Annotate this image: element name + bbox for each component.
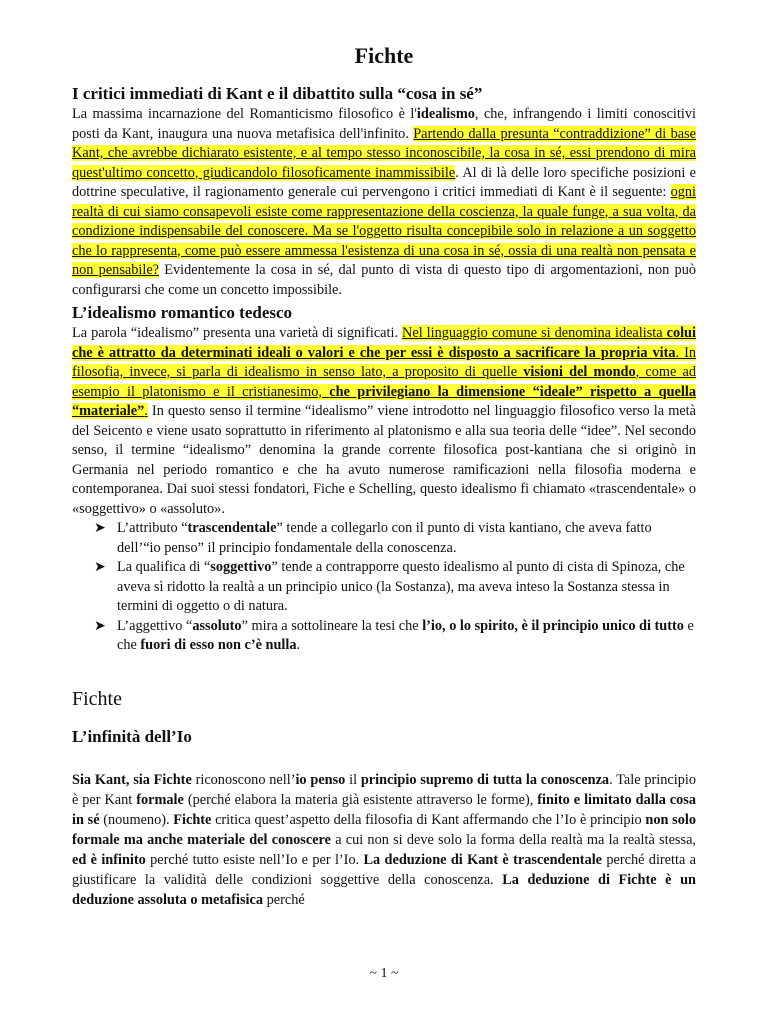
text-run: ” tende a collegarlo con il punto di vista kantiano, che aveva fatto dell’“io penso” il principio fondamentale della conoscenza.	[117, 520, 652, 556]
highlight-bold-ideali: colui che è attratto da determinati ideali o valori e che per essi è disposto a sacrificare la propria vita	[72, 325, 696, 361]
text-run: .	[296, 637, 301, 653]
highlight-platonismo: , come ad esempio il platonismo e il cristianesimo,	[72, 364, 696, 400]
section-heading-critici: I critici immediati di Kant e il dibattito sulla “cosa in sé”	[72, 84, 483, 103]
text-run: . Tale principio è per Kant	[72, 771, 697, 808]
bold-term: fuori di esso non c’è nulla	[140, 637, 297, 653]
text-run: ” mira a sottolineare la tesi che	[241, 617, 423, 634]
text-run: , che, infrangendo i limiti conoscitivi posti da Kant, inaugura una nuova metafisica dell'infinito.	[72, 106, 696, 142]
text-run: La massima incarnazione del Romanticismo filosofico è l'	[72, 106, 417, 122]
bold-term: principio supremo di tutta la conoscenza	[360, 771, 610, 788]
text-run: ” tende a contrapporre questo idealismo al punto di cista di Spinoza, che aveva sì ridotto la realtà a un principio unico (la Sostanza), ma aveva inteso la Sostanza stessa in termini di oggetto o di natura.	[117, 559, 685, 614]
paragraph-critici	[72, 105, 696, 300]
bold-term: finito e limitato dalla cosa in sé	[72, 791, 696, 828]
arrow-bullet-icon: ➤	[94, 560, 106, 575]
text-run: a cui non si deve solo la forma della realtà ma la realtà stessa,	[330, 831, 696, 848]
bold-term: soggettivo	[210, 559, 272, 575]
section-title-fichte: Fichte	[72, 687, 122, 710]
bullet-item-trascendentale	[94, 519, 696, 558]
text-run: L’aggettivo “	[117, 617, 193, 634]
text-run: il	[345, 771, 361, 788]
text-run: e che	[117, 617, 694, 653]
bold-term: Sia Kant, sia Fichte	[72, 771, 192, 788]
document-page	[72, 0, 696, 910]
highlight-rappresentazione: ogni realtà di cui siamo consapevoli esiste come rappresentazione della coscienza, la quale funge, a sua volta, da condizione indispensabile del conoscere. Ma se l'oggetto risulta concepibile solo in relazione a un soggetto che lo rappresenta, come può essere ammessa l'esistenza di una cosa in sé, ossia di una realtà non pensata e non pensabile?	[72, 184, 696, 278]
text-run: La parola “idealismo” presenta una varietà di significati.	[72, 325, 403, 341]
text-run: (noumeno).	[99, 811, 174, 828]
arrow-bullet-icon: ➤	[94, 521, 106, 536]
bold-term: La deduzione di Fichte è un deduzione assoluta o metafisica	[72, 871, 696, 908]
text-run: perché tutto esiste nell’Io e per l’Io.	[145, 851, 364, 868]
text-run: In questo senso il termine “idealismo” viene introdotto nel linguaggio filosofico verso la metà del Seicento e viene usato soprattutto in riferimento al platonismo e alla sua teoria delle “idee”. Nel secondo senso, il termine “idealismo” denomina la grande corrente filosofica post-kantiana che si originò in Germania nel periodo romantico e che ha avuto numerose ramificazioni nella filosofia moderna e contemporanea. Dai suoi stessi fondatori, Fiche e Schelling, questo idealismo fi chiamato «trascendentale» o «soggettivo» o «assoluto».	[72, 403, 696, 517]
text-run: La qualifica di “	[117, 559, 211, 575]
bold-term: Fichte	[173, 811, 212, 828]
text-run: Evidentemente la cosa in sé, dal punto di vista di questo tipo di argomentazioni, non può configurarsi che come un concetto impossibile.	[72, 262, 697, 298]
bold-term: La deduzione di Kant è trascendentale	[363, 851, 603, 868]
text-run: . Al di là delle loro specifiche posizioni e dottrine speculative, il ragionamento generale cui pervengono i critici immediati di Kant è il seguente:	[72, 164, 696, 200]
bold-term: l’io, o lo spirito, è il principio unico di tutto	[422, 617, 684, 634]
paragraph-idealismo	[72, 324, 696, 519]
bold-term: ed è infinito	[72, 851, 146, 868]
highlight-bold-dimensione: che privilegiano la dimensione “ideale” rispetto a quella “materiale”	[72, 383, 696, 419]
arrow-bullet-icon: ➤	[94, 618, 106, 634]
bold-term: assoluto	[192, 617, 242, 634]
bold-term: formale	[136, 791, 184, 808]
highlight-filosofia: . In filosofia, invece, si parla di idealismo in senso lato, a proposito di quelle	[72, 344, 696, 380]
section-heading-idealismo: L’idealismo romantico tedesco	[72, 303, 293, 322]
highlight-contraddizione: Partendo dalla presunta “contraddizione” di base Kant, che avrebbe dichiarato esistente, e al tempo stesso inconoscibile, la cosa in sé, essi prendono di mira quest'ultimo concetto, giudicandolo filosoficamente inammissibile	[72, 125, 696, 181]
text-run: riconoscono nell’	[191, 771, 296, 788]
bullet-item-soggettivo	[94, 558, 696, 617]
highlight-period: .	[144, 403, 148, 419]
highlight-idealista: Nel linguaggio comune si denomina idealista	[402, 325, 667, 341]
paragraph-infinita	[72, 770, 696, 910]
text-run: critica quest’aspetto della filosofia di Kant affermando che l’Io è principio	[211, 811, 646, 828]
bold-term: io penso	[295, 771, 346, 788]
bold-term: trascendentale	[187, 520, 277, 536]
bullet-list	[72, 519, 696, 656]
document-title: Fichte	[354, 43, 414, 68]
text-run: perché	[263, 891, 305, 908]
highlight-bold-visioni: visioni del mondo	[523, 364, 636, 380]
text-run: L’attributo “	[117, 520, 188, 536]
text-run: perché diretta a giustificare la validità delle condizioni soggettive della conoscenza.	[72, 851, 696, 888]
bullet-item-assoluto	[94, 617, 696, 656]
bold-term: non solo formale ma anche materiale del conoscere	[72, 811, 696, 848]
bold-term-idealismo: idealismo	[416, 106, 475, 122]
page-number: ~ 1 ~	[369, 966, 399, 981]
section-heading-infinita: L’infinità dell’Io	[72, 726, 192, 746]
text-run: (perché elabora la materia già esistente attraverso le forme),	[183, 791, 538, 808]
